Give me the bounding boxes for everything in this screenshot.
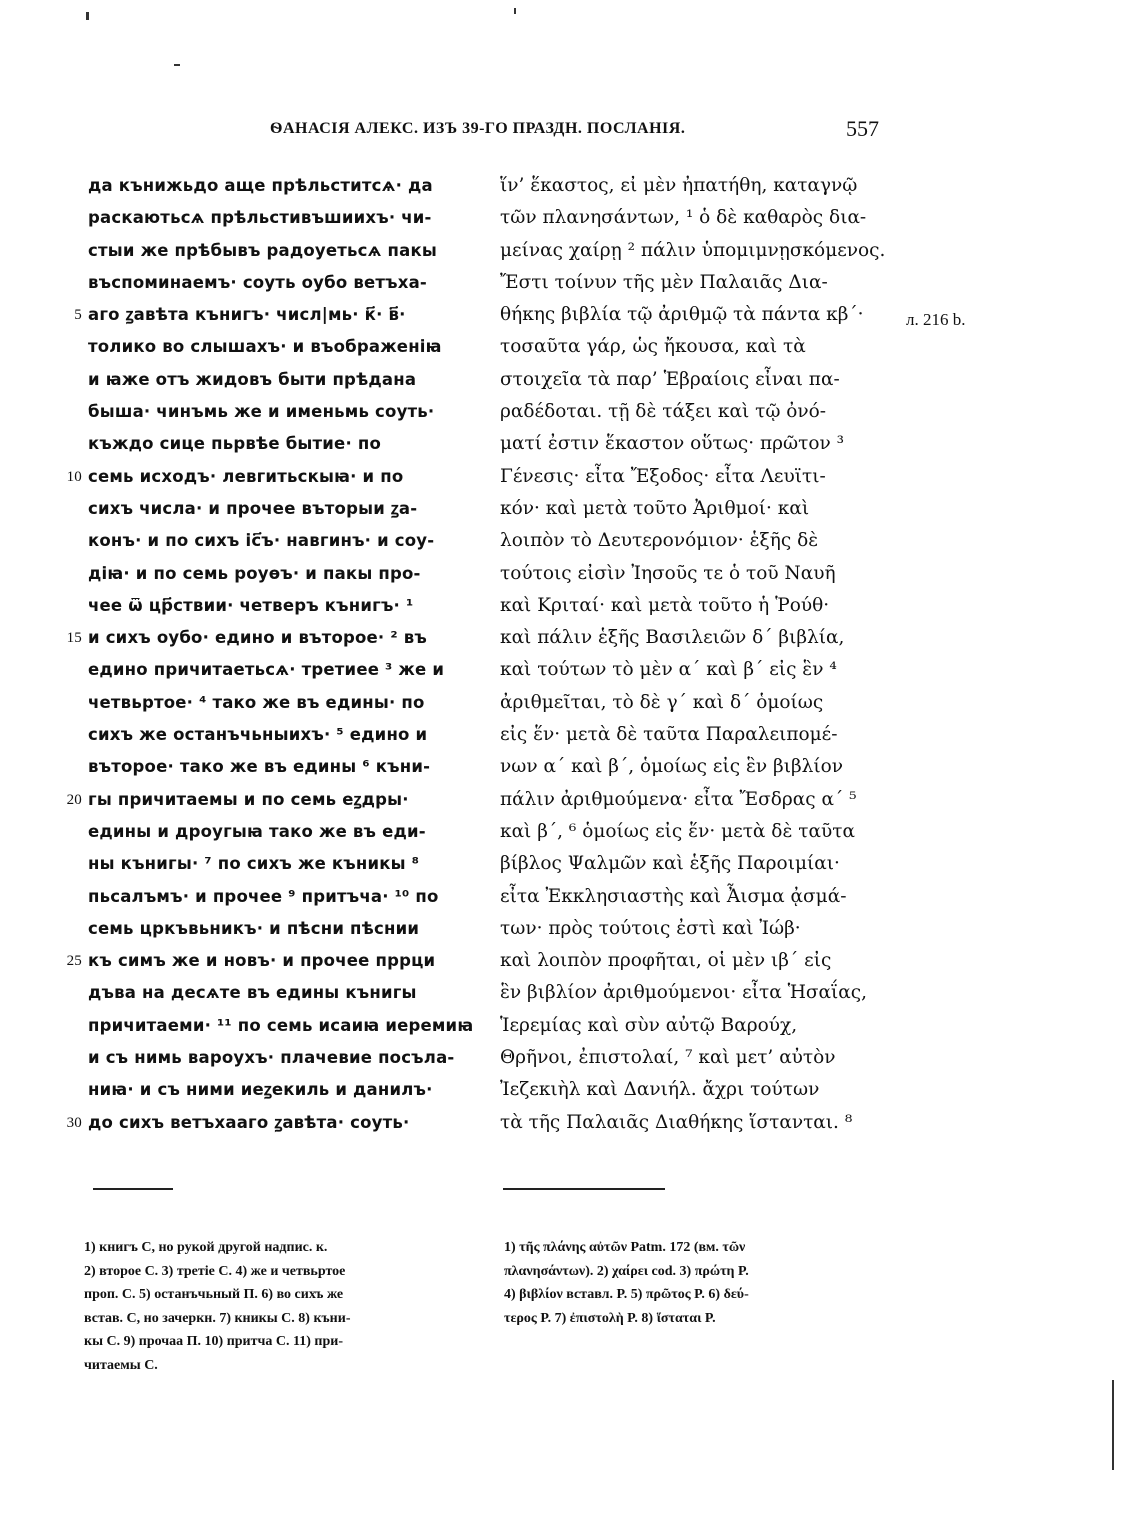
slavonic-line-text: едино причитаетьсѧ· третиее ³ же и (88, 660, 445, 680)
greek-line: ματί ἐστιν ἕκαστον οὕτως· πρῶτον ³ (500, 433, 845, 455)
slavonic-line (88, 1042, 488, 1074)
slavonic-line-text: и съ нимь вароухъ· плачевие посъла- (88, 1048, 455, 1068)
footnote-line: 1) τῆς πλάνης αὐτῶν Patm. 172 (вм. τῶν (504, 1240, 746, 1255)
greek-line: τοσαῦτα γάρ, ὡς ἤκουσα, καὶ τὰ (500, 336, 806, 358)
slavonic-line-text: и ꙗже отъ жидовъ быти прѣдана (88, 369, 417, 389)
slavonic-line (88, 848, 488, 880)
scan-speck (514, 8, 516, 14)
greek-column (500, 170, 900, 1139)
greek-line: Γένεσις· εἶτα Ἔξοδος· εἶτα Λευϊτι- (500, 465, 826, 487)
running-header: ѲАНАСІЯ АЛЕКС. ИЗЪ 39-ГО ПРАЗДН. ПОСЛАНІЯ. (270, 120, 686, 137)
scan-speck (1112, 1380, 1114, 1470)
folio-margin-note: л. 216 b. (906, 310, 966, 329)
slavonic-line (88, 267, 488, 299)
footnotes-greek (504, 1236, 904, 1330)
greek-line: ραδέδοται. τῇ δὲ τάξει καὶ τῷ ὀνό- (500, 401, 827, 423)
slavonic-line-text: стыи же прѣбывъ радоуетьсѧ пакы (88, 240, 437, 260)
slavonic-line (88, 235, 488, 267)
slavonic-line-text: пьсалъмъ· и прочее ⁹ притъча· ¹⁰ по (88, 886, 439, 906)
slavonic-line-text: къ симъ же и новъ· и прочее пррци (88, 951, 436, 971)
slavonic-line-text: семь цркъвьникъ· и пѣсни пѣснии (88, 918, 420, 938)
footnote-line: кы С. 9) прочаа П. 10) притча С. 11) при- (84, 1334, 343, 1349)
slavonic-line-text: конъ· и по сихъ іс҃ъ· навгинъ· и соу- (88, 531, 435, 551)
slavonic-line (88, 654, 488, 686)
greek-line: καὶ λοιπὸν προφῆται, οἱ μὲν ιβ´ εἰς (500, 950, 832, 972)
line-number: 5 (74, 307, 82, 324)
slavonic-line (88, 1074, 488, 1106)
slavonic-line (88, 977, 488, 1009)
greek-line: καὶ πάλιν ἑξῆς Βασιλειῶν δ´ βιβλία, (500, 627, 845, 649)
greek-line: τούτοις εἰσὶν Ἰησοῦς τε ὁ τοῦ Ναυῆ (500, 562, 836, 584)
footnotes-slavonic (84, 1236, 484, 1377)
slavonic-line-text: аго ꙁавѣта кънигъ· числ|мь· к҃· в҃· (88, 305, 406, 325)
slavonic-line (88, 396, 488, 428)
greek-line: ἀριθμεῖται, τὸ δὲ γ´ καὶ δ´ ὁμοίως (500, 691, 824, 713)
slavonic-line (88, 751, 488, 783)
slavonic-line (88, 428, 488, 460)
footnote-line: πλανησάντων). 2) χαίρει cod. 3) πρώτη P. (504, 1263, 749, 1279)
slavonic-line (88, 719, 488, 751)
slavonic-line (66, 945, 488, 977)
footnote-line: читаемы С. (84, 1357, 158, 1373)
slavonic-line-text: четвьртое· ⁴ тако же въ едины· по (88, 692, 425, 712)
greek-line: των· πρὸς τούτοις ἐστὶ καὶ Ἰώβ· (500, 917, 801, 939)
greek-line: βίβλος Ψαλμῶν καὶ ἑξῆς Παροιμίαι· (500, 853, 840, 875)
slavonic-line-text: сихъ же останъчьныихъ· ⁵ едино и (88, 725, 428, 745)
slavonic-line-text: сихъ числа· и прочее въторыи ꙁа- (88, 498, 418, 518)
footnote-line: τερος P. 7) ἐπιστολὴ P. 8) ἵσταται P. (504, 1310, 716, 1326)
greek-line: εἶτα Ἐκκλησιαστὴς καὶ Ἆισμα ᾀσμά- (500, 885, 847, 907)
footnote-line: 2) второе С. 3) третіе С. 4) же и четвьртое (84, 1263, 346, 1279)
greek-line: εἰς ἕν· μετὰ δὲ ταῦτα Παραλειπομέ- (500, 724, 838, 746)
footnote-line: 4) βιβλίον вставл. P. 5) πρῶτος P. 6) δεύ- (504, 1287, 749, 1302)
slavonic-line (88, 202, 488, 234)
footnote-line: 1) книгъ С, но рукой другой надпис. к. (84, 1240, 328, 1255)
slavonic-line-text: ны кънигы· ⁷ по сихъ же къникы ⁸ (88, 854, 420, 874)
greek-line: Θρῆνοι, ἐπιστολαί, ⁷ καὶ μετ’ αὐτὸν (500, 1047, 836, 1069)
greek-line: τὰ τῆς Παλαιᾶς Διαθήκης ἵστανται. ⁸ (500, 1111, 853, 1133)
greek-line: κόν· καὶ μετὰ τοῦτο Ἀριθμοί· καὶ (500, 497, 810, 519)
slavonic-line (88, 525, 488, 557)
slavonic-line-text: раскаютьсѧ прѣльстивъшиихъ· чи- (88, 208, 432, 228)
greek-line: μείνας χαίρῃ ² πάλιν ὑπομιμνῃσκόμενος. (500, 239, 886, 261)
slavonic-line (88, 1010, 488, 1042)
greek-line: καὶ τούτων τὸ μὲν α´ καὶ β´ εἰς ἓν ⁴ (500, 659, 837, 681)
greek-line: πάλιν ἀριθμούμενα· εἶτα Ἔσδρας α´ ⁵ (500, 788, 857, 810)
slavonic-line (66, 784, 488, 816)
line-number: 15 (66, 630, 82, 647)
slavonic-line-text: гы причитаемы и по семь еꙁдры· (88, 789, 409, 809)
page-number: 557 (846, 116, 879, 141)
slavonic-line (66, 1107, 488, 1139)
slavonic-line (74, 299, 488, 331)
slavonic-line-text: діꙗ· и по семь роуѳъ· и пакы про- (88, 563, 421, 583)
slavonic-line-text: и сихъ оубо· едино и въторое· ² въ (88, 628, 427, 648)
slavonic-line-text: въспоминаемъ· соуть оубо ветъха- (88, 272, 427, 292)
slavonic-column (66, 170, 488, 1139)
slavonic-line-text: толико во слышахъ· и въображеніꙗ (88, 337, 442, 357)
slavonic-line (88, 331, 488, 363)
slavonic-line (88, 590, 488, 622)
slavonic-line-text: быша· чинъмь же и именьмь соуть· (88, 402, 435, 422)
greek-line: τῶν πλανησάντων, ¹ ὁ δὲ καθαρὸς δια- (500, 207, 867, 229)
greek-line: καὶ β´, ⁶ ὁμοίως εἰς ἕν· μετὰ δὲ ταῦτα (500, 820, 855, 842)
greek-line: Ἔστι τοίνυν τῆς μὲν Παλαιᾶς Δια- (500, 271, 828, 293)
greek-line: ἓν βιβλίον ἀριθμούμενοι· εἶτα Ἡσαΐας, (500, 982, 868, 1004)
slavonic-line (88, 816, 488, 848)
slavonic-line-text: чее ѿ цр҃ствии· четверъ кънигъ· ¹ (88, 595, 414, 615)
slavonic-line (88, 558, 488, 590)
greek-line: καὶ Κριταί· καὶ μετὰ τοῦτο ἡ Ῥούθ· (500, 594, 830, 616)
greek-line: Ἰεζεκιὴλ καὶ Δανιήλ. ἄχρι τούτων (500, 1079, 820, 1101)
slavonic-line (66, 622, 488, 654)
greek-line: θήκης βιβλία τῷ ἀριθμῷ τὰ πάντα κβ´· (500, 304, 864, 326)
slavonic-line-text: причитаеми· ¹¹ по семь исаиꙗ иеремиꙗ (88, 1015, 474, 1035)
footnote-line: проп. С. 5) останъчьный П. 6) во сихъ же (84, 1287, 344, 1302)
line-number: 25 (66, 953, 82, 970)
slavonic-line-text: едины и дроугыꙗ тако же въ еди- (88, 821, 426, 841)
slavonic-line-text: дъва на десѧте въ едины кънигы (88, 983, 417, 1003)
slavonic-line-text: семь исходъ· левгитьскыꙗ· и по (88, 466, 404, 486)
slavonic-line-text: къждо сице пьрвѣе бытие· по (88, 434, 381, 454)
scan-speck (174, 64, 180, 66)
footnote-rule-right (503, 1188, 665, 1190)
footnote-line: встав. С, но зачеркн. 7) кникы С. 8) къни- (84, 1310, 351, 1326)
slavonic-line-text: до сихъ ветъхаaго ꙁавѣта· соуть· (88, 1112, 410, 1132)
slavonic-line (88, 364, 488, 396)
greek-line: Ἱερεμίας καὶ σὺν αὐτῷ Βαρούχ, (500, 1014, 798, 1036)
footnote-rule-left (93, 1188, 173, 1190)
line-number: 20 (66, 791, 82, 808)
line-number: 10 (66, 468, 82, 485)
slavonic-line-text: въторое· тако же въ едины ⁶ къни- (88, 757, 431, 777)
slavonic-line-text: да кънижьдо аще прѣльститсѧ· да (88, 176, 433, 195)
slavonic-line-text: ниꙗ· и съ ними иеꙁекиль и данилъ· (88, 1080, 433, 1100)
slavonic-line (66, 461, 488, 493)
slavonic-line (88, 493, 488, 525)
slavonic-line (88, 687, 488, 719)
scan-speck (86, 12, 89, 20)
slavonic-line (88, 913, 488, 945)
greek-line: νων α´ καὶ β´, ὁμοίως εἰς ἓν βιβλίον (500, 756, 843, 778)
slavonic-line (88, 881, 488, 913)
greek-line: στοιχεῖα τὰ παρ’ Ἑβραίοις εἶναι πα- (500, 368, 840, 390)
greek-line: ἵν’ ἕκαστος, εἰ μὲν ἠπατήθη, καταγνῷ (500, 175, 858, 196)
greek-line: λοιπὸν τὸ Δευτερονόμιον· ἑξῆς δὲ (500, 530, 819, 552)
line-number: 30 (66, 1114, 82, 1131)
slavonic-line (88, 170, 488, 202)
